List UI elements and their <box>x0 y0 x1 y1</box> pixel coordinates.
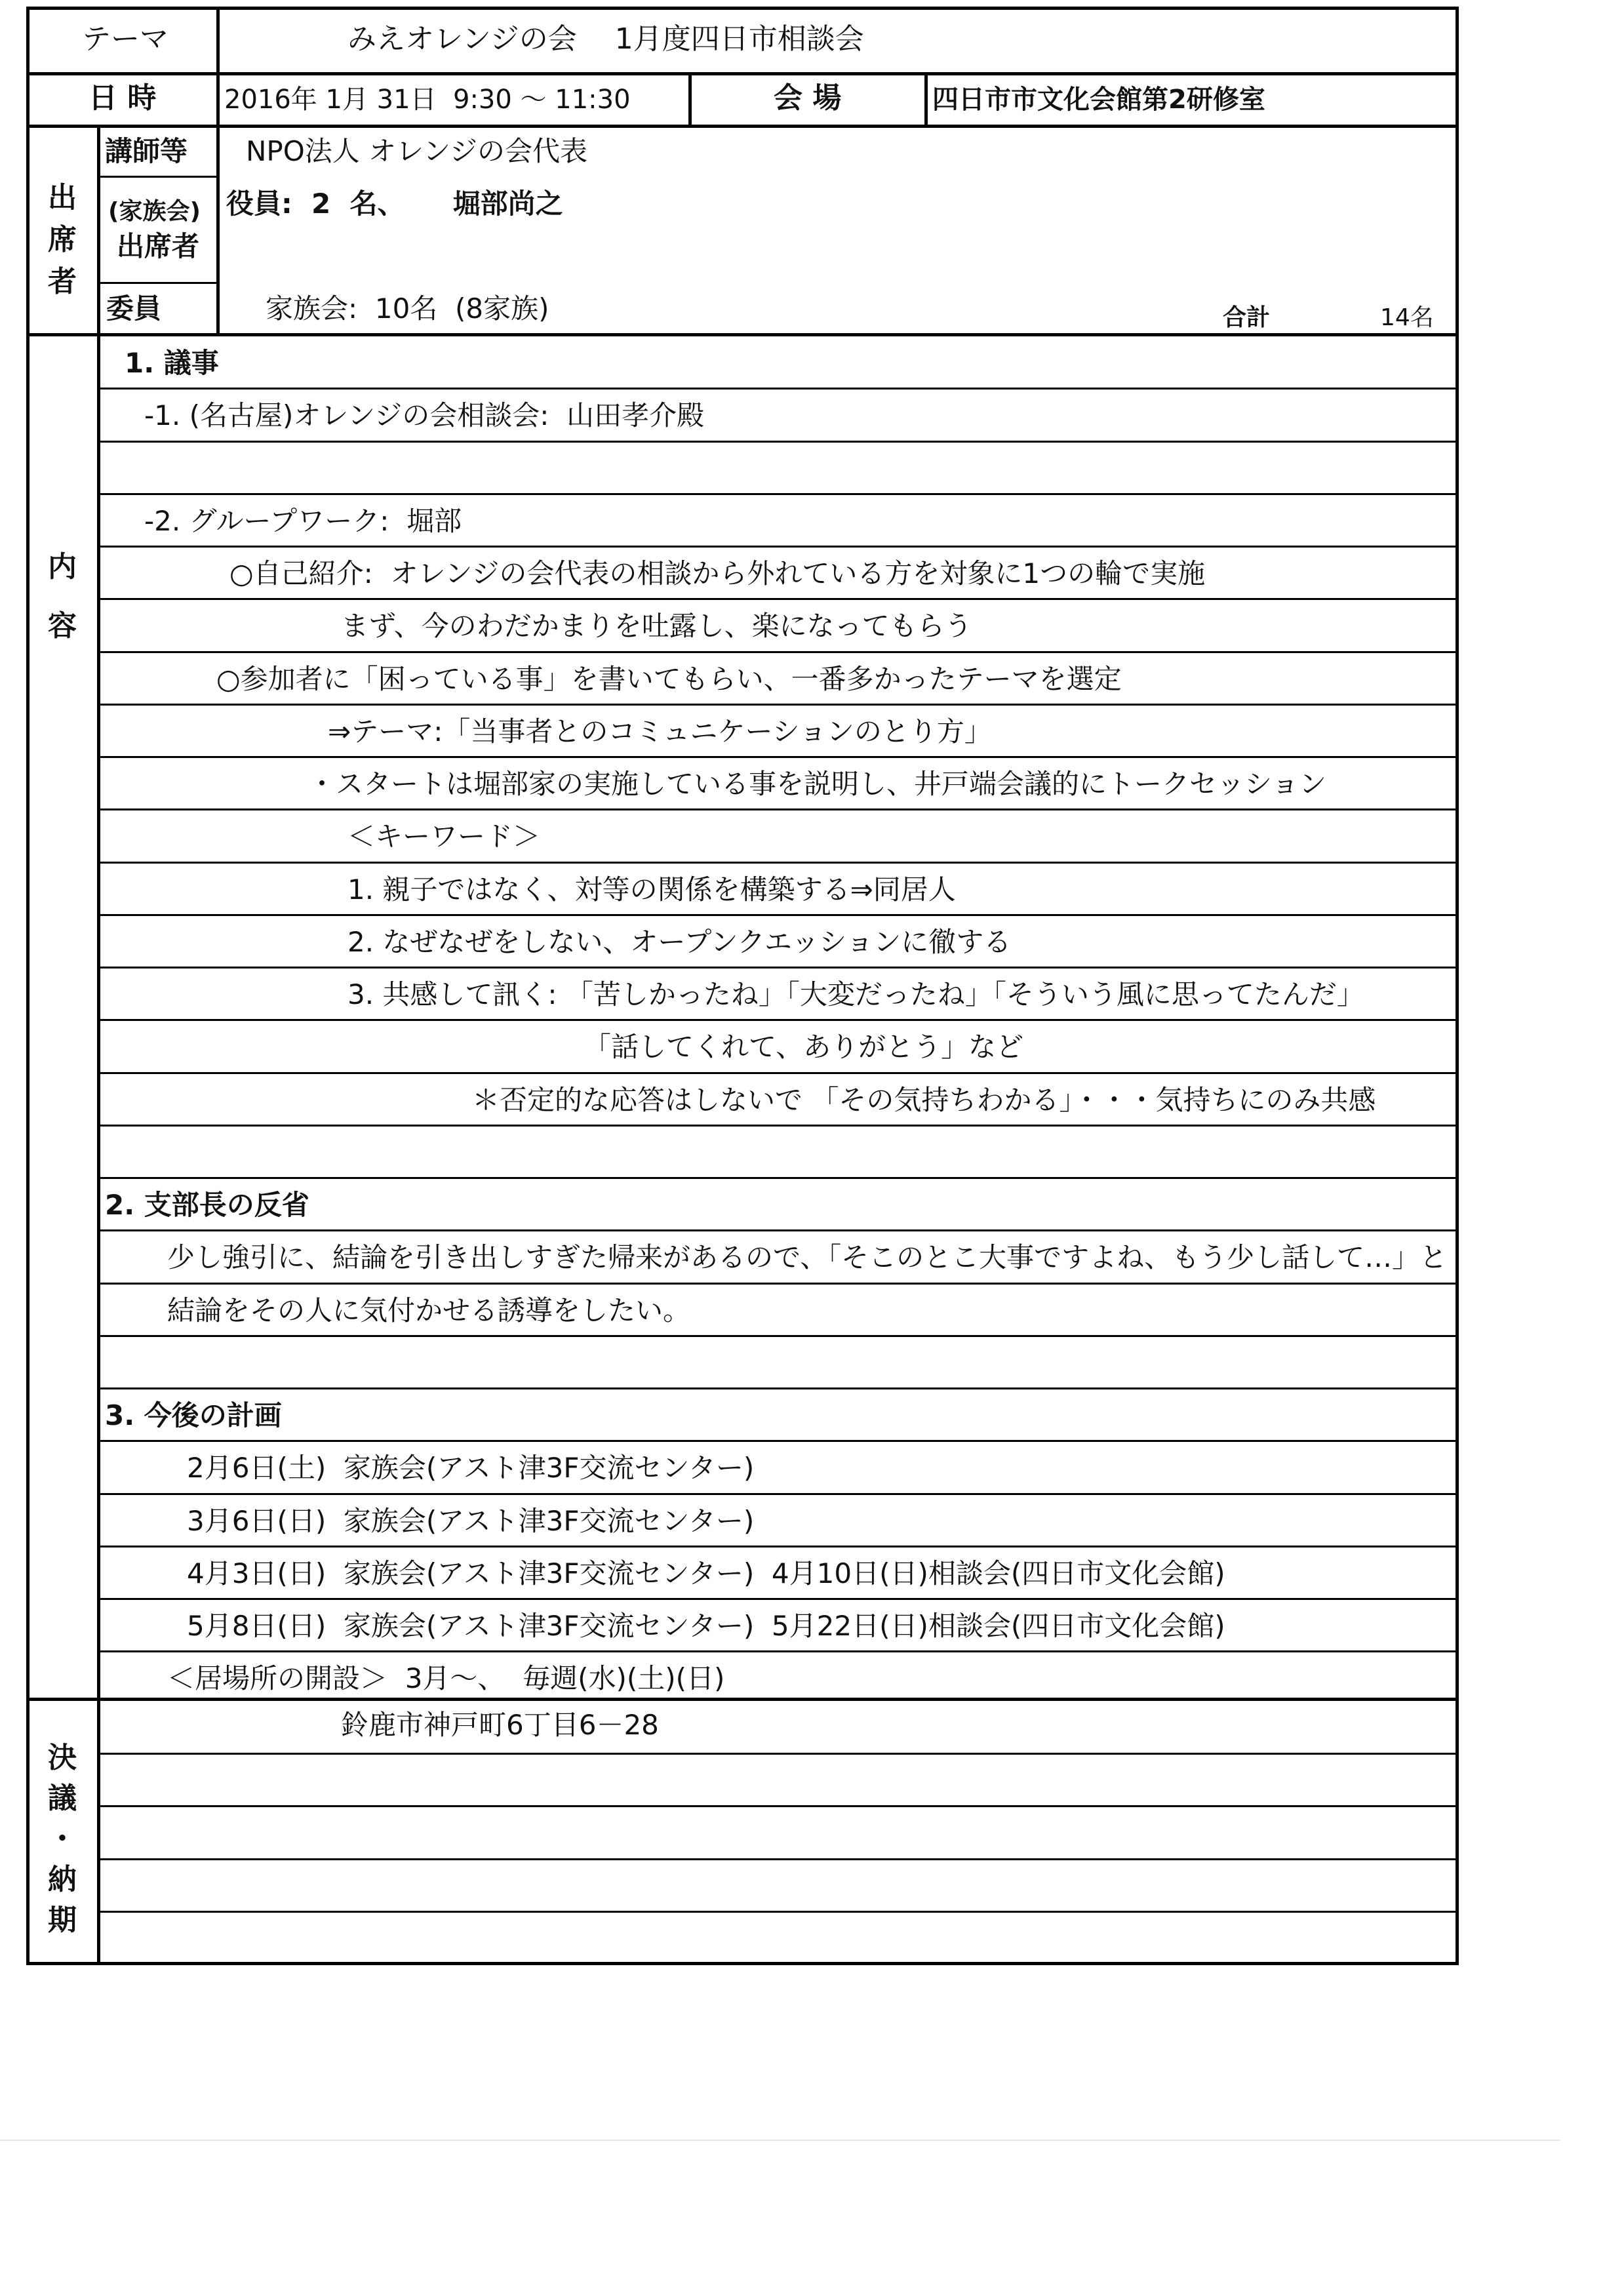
content-line: -2. グループワーク: 堀部 <box>144 504 462 537</box>
officers-value: 役員: 2 名、 堀部尚之 <box>226 188 563 220</box>
lecturer-label: 講師等 <box>105 135 188 167</box>
decision-line: 鈴鹿市神戸町6丁目6－28 <box>341 1709 659 1741</box>
content-line: 2月6日(土) 家族会(アスト津3F交流センター) <box>187 1452 755 1485</box>
content-line: ⇒テーマ:「当事者とのコミュニケーションのとり方」 <box>328 715 992 748</box>
content-line: ○自己紹介: オレンジの会代表の相談から外れている方を対象に1つの輪で実施 <box>229 557 1206 589</box>
row-divider <box>97 546 1459 548</box>
row-divider <box>97 1753 1459 1755</box>
row-divider <box>97 1387 1459 1389</box>
divider <box>97 125 100 336</box>
content-line: まず、今のわだかまりを吐露し、楽になってもらう <box>341 610 972 643</box>
content-line: 2. 支部長の反省 <box>105 1189 309 1221</box>
row-divider <box>97 1493 1459 1495</box>
row-divider <box>97 808 1459 810</box>
content-line: 3月6日(日) 家族会(アスト津3F交流センター) <box>187 1504 755 1537</box>
total-value: 14名 <box>1380 304 1434 331</box>
attendee-label: 出席者 <box>117 230 200 262</box>
row-divider <box>97 1072 1459 1074</box>
row-divider <box>97 1911 1459 1913</box>
row-divider <box>97 704 1459 706</box>
divider <box>216 125 220 336</box>
row-divider <box>97 1019 1459 1021</box>
venue-label: 会 場 <box>774 81 842 115</box>
content-line: 「話してくれて、ありがとう」など <box>584 1031 1024 1064</box>
row-divider <box>97 441 1459 443</box>
content-line: ＜居場所の開設＞ 3月～、 毎週(水)(土)(日) <box>167 1662 725 1695</box>
row-divider <box>97 388 1459 389</box>
divider <box>924 72 928 128</box>
content-line: 3. 今後の計画 <box>105 1399 282 1431</box>
content-line: 1. 親子ではなく、対等の関係を構築する⇒同居人 <box>347 873 956 906</box>
date-value: 2016年 1月 31日 9:30 ～ 11:30 <box>224 85 631 115</box>
row-divider <box>97 1229 1459 1231</box>
divider <box>97 176 218 178</box>
divider <box>216 7 220 128</box>
total-label: 合計 <box>1223 304 1271 331</box>
row-divider <box>97 967 1459 968</box>
content-line: 少し強引に、結論を引き出しすぎた帰来があるので、「そこのとこ大事ですよね、もう少し話して…」と <box>167 1241 1448 1274</box>
row-divider <box>97 493 1459 495</box>
row-divider <box>97 1805 1459 1807</box>
committee-value: 家族会: 10名 (8家族) <box>266 292 549 325</box>
row-divider <box>97 1283 1459 1285</box>
content-line: 1. 議事 <box>125 347 219 379</box>
theme-value: みえオレンジの会 1月度四日市相談会 <box>347 22 864 56</box>
row-divider <box>97 651 1459 653</box>
row-divider <box>97 1335 1459 1337</box>
content-line: 4月3日(日) 家族会(アスト津3F交流センター) 4月10日(日)相談会(四日市文化会館) <box>187 1557 1225 1589</box>
content-line: ＊否定的な応答はしないで 「その気持ちわかる」・・・気持ちにのみ共感 <box>472 1083 1376 1116</box>
divider <box>26 125 1459 128</box>
content-line: ・スタートは堀部家の実施している事を説明し、井戸端会議的にトークセッション <box>308 768 1327 800</box>
content-line: ○参加者に「困っている事」を書いてもらい、一番多かったテーマを選定 <box>216 662 1122 695</box>
content-line: ＜キーワード＞ <box>347 820 541 853</box>
divider <box>97 333 100 1965</box>
divider <box>26 333 1459 336</box>
family-label: (家族会) <box>108 198 201 225</box>
row-divider <box>97 1125 1459 1127</box>
row-divider <box>97 598 1459 600</box>
row-divider <box>97 756 1459 758</box>
row-divider <box>97 1650 1459 1652</box>
row-divider <box>97 1858 1459 1860</box>
decision-section-label: 決 議 ・ 納 期 <box>48 1741 77 1937</box>
row-divider <box>97 1546 1459 1547</box>
theme-label: テーマ <box>82 22 168 56</box>
row-divider <box>97 1440 1459 1442</box>
row-divider <box>97 914 1459 916</box>
date-label: 日 時 <box>89 81 157 115</box>
divider <box>26 1698 1459 1701</box>
content-line: 3. 共感して訊く: 「苦しかったね」「大変だったね」「そういう風に思ってたんだ」 <box>347 978 1364 1010</box>
committee-label: 委員 <box>106 292 162 325</box>
content-line: 結論をその人に気付かせる誘導をしたい。 <box>167 1294 691 1327</box>
attendees-section-label: 出 席 者 <box>48 181 77 298</box>
divider <box>26 72 1459 75</box>
row-divider <box>97 1177 1459 1179</box>
content-line: 2. なぜなぜをしない、オープンクエッションに徹する <box>347 925 1012 958</box>
content-line: 5月8日(日) 家族会(アスト津3F交流センター) 5月22日(日)相談会(四日市文化会館) <box>187 1610 1225 1642</box>
scan-edge <box>0 2140 1560 2141</box>
content-section-label: 内 容 <box>48 550 77 643</box>
row-divider <box>97 1598 1459 1600</box>
venue-value: 四日市市文化会館第2研修室 <box>932 85 1265 115</box>
divider <box>97 282 218 284</box>
divider <box>688 72 692 128</box>
lecturer-value: NPO法人 オレンジの会代表 <box>246 135 588 167</box>
row-divider <box>97 862 1459 864</box>
content-line: -1. (名古屋)オレンジの会相談会: 山田孝介殿 <box>144 399 705 432</box>
